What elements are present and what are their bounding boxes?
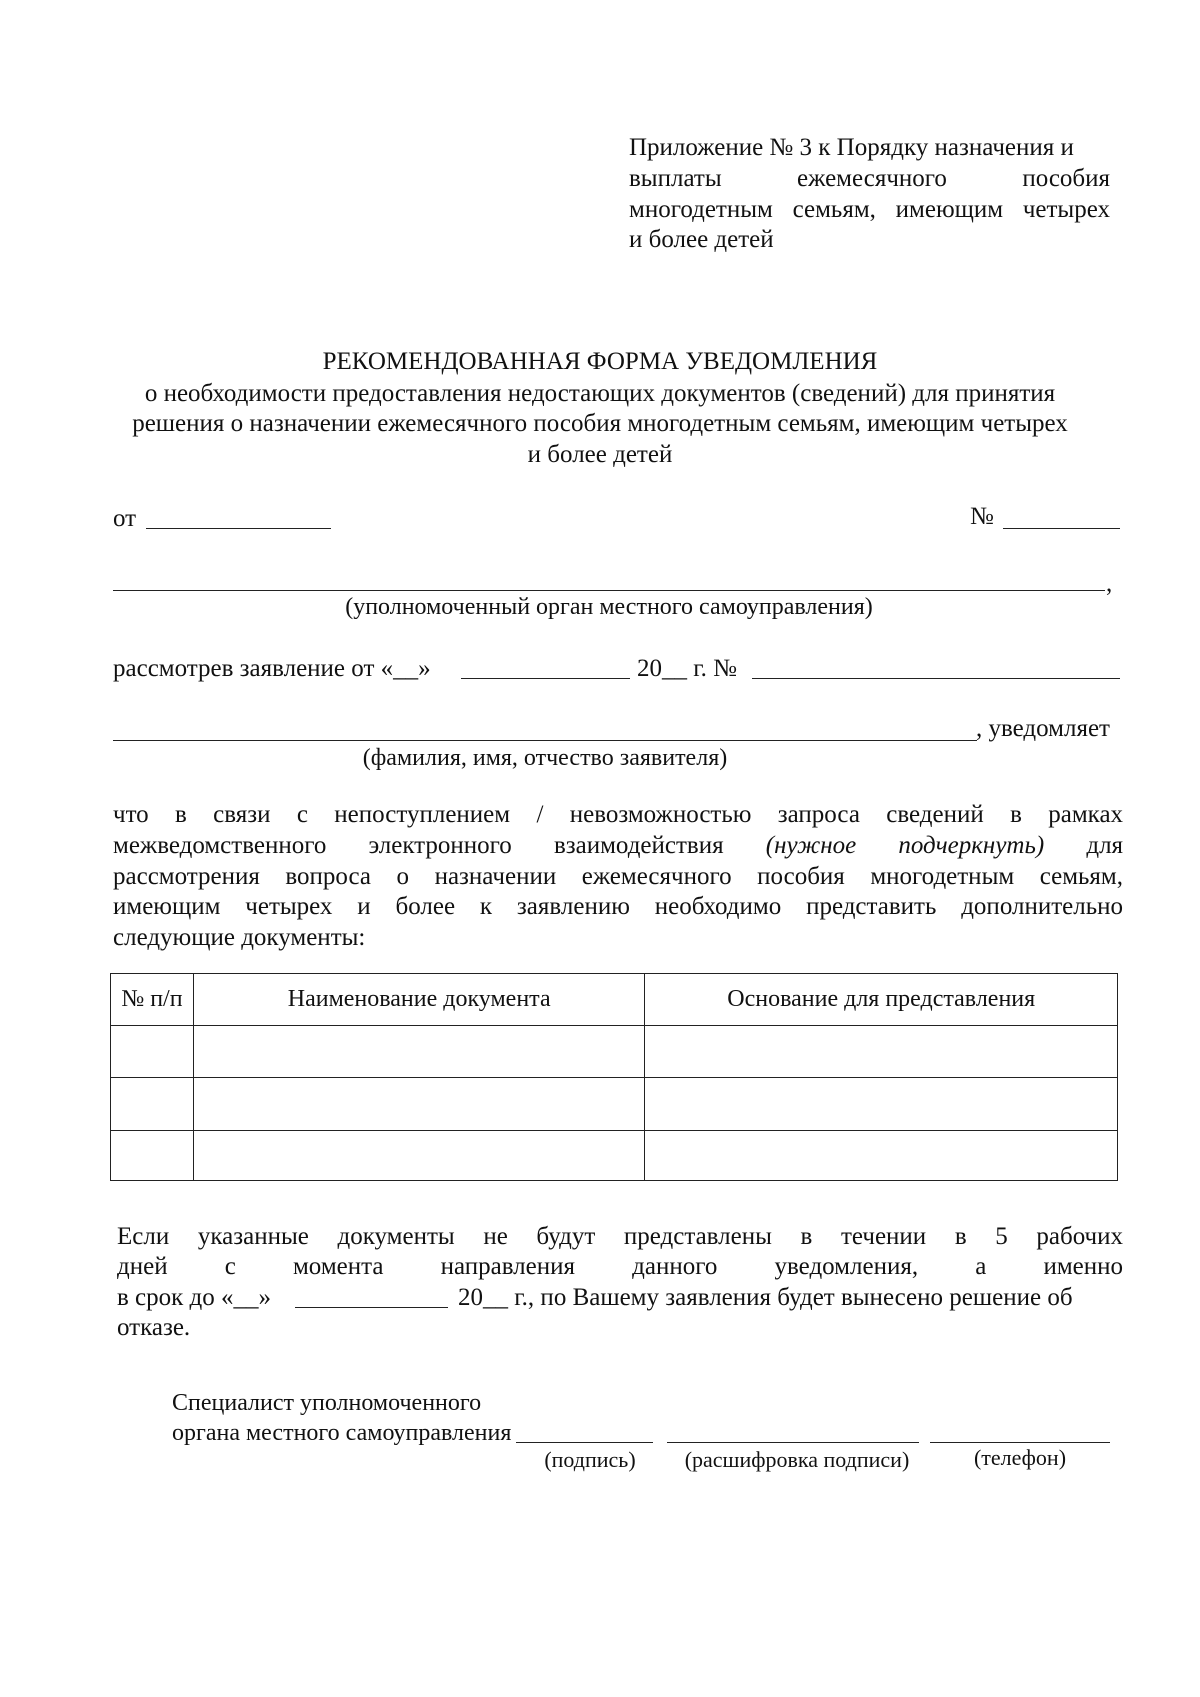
review-month-field[interactable] <box>461 678 630 679</box>
warning-line-2: дней с момента направления данного уведомления, а именно <box>117 1253 1124 1280</box>
column-header-basis: Основание для представления <box>645 974 1118 1026</box>
warning-line-4: отказе. <box>117 1314 191 1341</box>
applicant-field[interactable] <box>113 740 977 741</box>
table-row <box>111 1026 1118 1078</box>
table-cell[interactable] <box>193 1131 645 1181</box>
warning-line-1: Если указанные документы не будут представлены в течении в 5 рабочих <box>117 1223 1123 1250</box>
table-header-row <box>111 974 1118 1026</box>
number-field[interactable] <box>1003 528 1120 529</box>
authority-comma: , <box>1106 570 1113 597</box>
applicant-caption: (фамилия, имя, отчество заявителя) <box>362 745 728 771</box>
body-line-2: межведомственного электронного взаимодействия (нужное подчеркнуть) для <box>113 832 1124 859</box>
phone-caption: (телефон) <box>973 1445 1067 1470</box>
table-cell[interactable] <box>111 1131 194 1181</box>
documents-table <box>110 973 1118 1181</box>
table-row <box>111 1078 1118 1131</box>
form-subtitle-3: и более детей <box>527 441 673 468</box>
deadline-month-field[interactable] <box>295 1307 448 1308</box>
review-year: 20__ г. № <box>637 655 738 682</box>
warning-deadline-prefix: в срок до «__» <box>117 1284 272 1311</box>
phone-field[interactable] <box>930 1442 1110 1443</box>
table-cell[interactable] <box>645 1078 1118 1131</box>
table-cell[interactable] <box>193 1026 645 1078</box>
column-header-number: № п/п <box>111 974 194 1026</box>
body-line-1: что в связи с непоступлением / невозможностью запроса сведений в рамках <box>113 801 1124 828</box>
signature-decoding-caption: (расшифровка подписи) <box>684 1447 910 1472</box>
table-cell[interactable] <box>193 1078 645 1131</box>
form-subtitle-1: о необходимости предоставления недостающих документов (сведений) для принятия <box>144 380 1056 407</box>
date-field[interactable] <box>146 528 331 529</box>
signature-title-1: Специалист уполномоченного <box>172 1390 482 1416</box>
signature-caption: (подпись) <box>544 1447 636 1472</box>
body-line-4: имеющим четырех и более к заявлению необходимо представить дополнительно <box>113 893 1123 920</box>
notify-text: , уведомляет <box>976 715 1110 742</box>
from-label: от <box>113 505 137 532</box>
body-line-5: следующие документы: <box>113 924 366 951</box>
appendix-line-3: многодетным семьям, имеющим четырех <box>629 196 1110 223</box>
review-number-field[interactable] <box>752 678 1120 679</box>
signature-title-2: органа местного самоуправления <box>172 1420 512 1446</box>
authority-caption: (уполномоченный орган местного самоуправления) <box>345 594 873 620</box>
number-label: № <box>970 503 994 530</box>
warning-deadline-suffix: 20__ г., по Вашему заявления будет вынесено решение об <box>458 1284 1073 1311</box>
review-prefix: рассмотрев заявление от «__» <box>113 655 431 682</box>
signature-decoding-field[interactable] <box>667 1442 919 1443</box>
authority-field[interactable] <box>113 590 1105 591</box>
body-line-3: рассмотрения вопроса о назначении ежемесячного пособия многодетным семьям, <box>113 863 1123 890</box>
table-row <box>111 1131 1118 1181</box>
form-subtitle-2: решения о назначении ежемесячного пособия многодетным семьям, имеющим четырех <box>132 410 1068 437</box>
table-cell[interactable] <box>111 1078 194 1131</box>
signature-field[interactable] <box>516 1442 653 1443</box>
table-cell[interactable] <box>645 1026 1118 1078</box>
appendix-line-1: Приложение № 3 к Порядку назначения и <box>629 134 1074 161</box>
column-header-document: Наименование документа <box>193 974 645 1026</box>
appendix-line-2: выплаты ежемесячного пособия <box>629 165 1111 192</box>
table-cell[interactable] <box>111 1026 194 1078</box>
table-cell[interactable] <box>645 1131 1118 1181</box>
appendix-line-4: и более детей <box>629 226 774 253</box>
form-title: РЕКОМЕНДОВАННАЯ ФОРМА УВЕДОМЛЕНИЯ <box>322 348 878 375</box>
